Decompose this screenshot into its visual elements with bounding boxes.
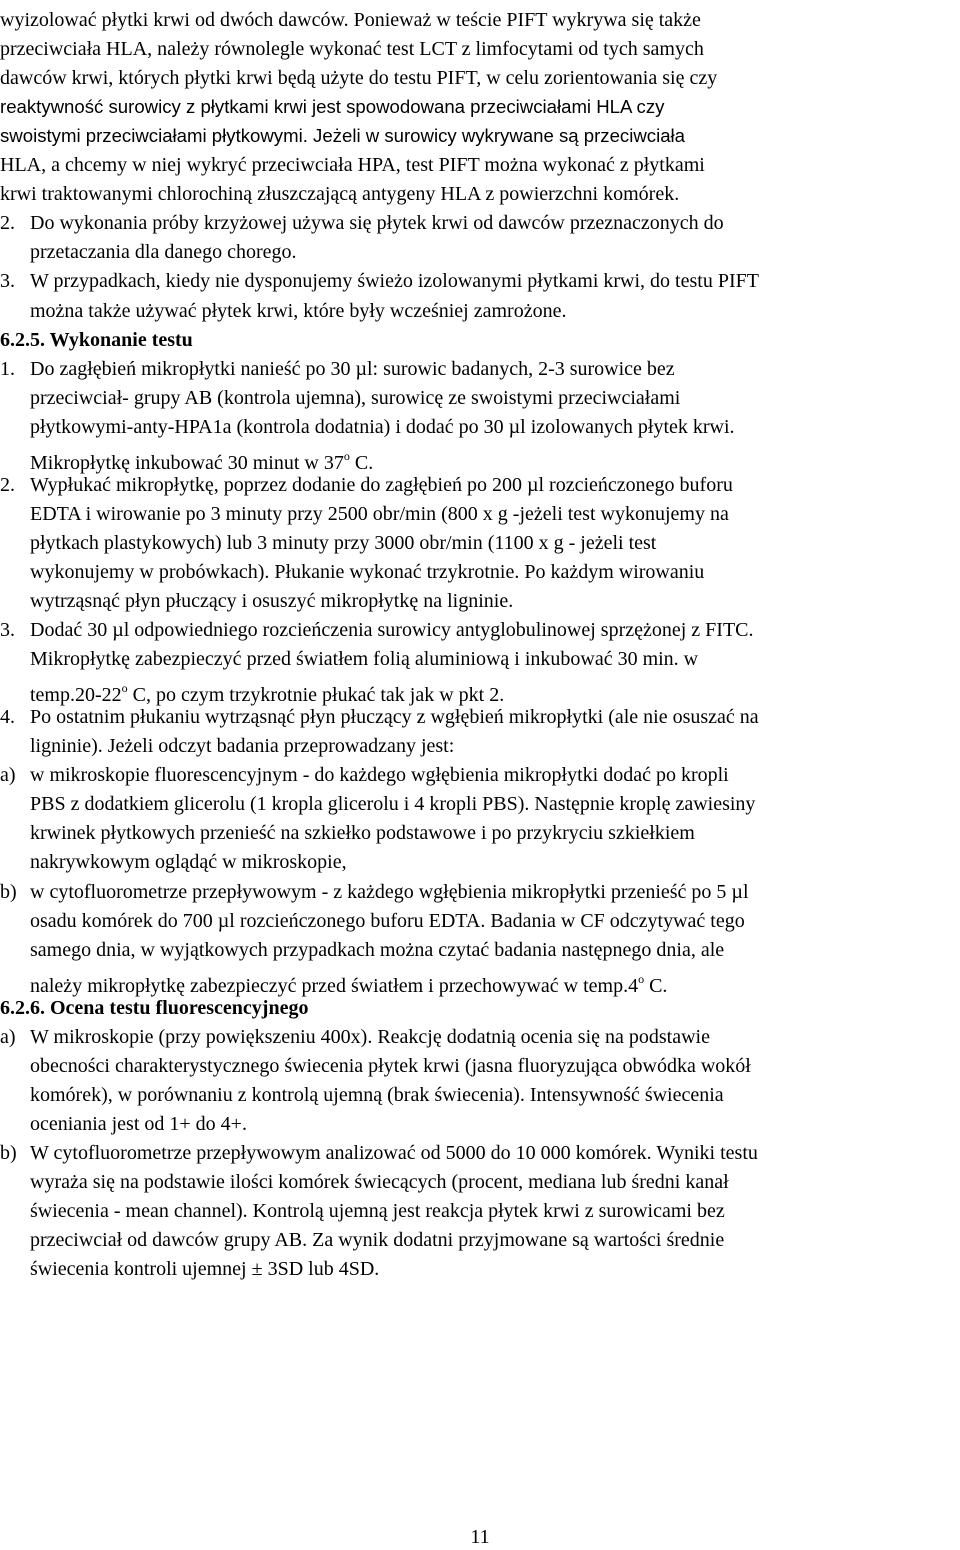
list-marker: 2.: [0, 212, 15, 235]
list-marker: 3.: [0, 270, 15, 293]
text-line: swoistymi przeciwciałami płytkowymi. Jeżeli w surowicy wykrywane są przeciwciała: [0, 125, 686, 147]
text-line: świecenia - mean channel). Kontrolą ujemną jest reakcja płytek krwi z surowicami bez: [30, 1200, 725, 1223]
text-line: wykonujemy w probówkach). Płukanie wykonać trzykrotnie. Po każdym wirowaniu: [30, 560, 705, 583]
text-line: PBS z dodatkiem glicerolu (1 kropla glicerolu i 4 kropli PBS). Następnie kroplę zawiesiny: [30, 793, 756, 816]
text-line: płytkowymi-anty-HPA1a (kontrola dodatnia) i dodać po 30 µl izolowanych płytek krwi.: [30, 415, 735, 438]
list-marker: b): [0, 1141, 17, 1164]
text-line: HLA, a chcemy w niej wykryć przeciwciała HPA, test PIFT można wykonać z płytkami: [0, 154, 705, 177]
text-line: Wypłukać mikropłytkę, poprzez dodanie do zagłębień po 200 µl rozcieńczonego buforu: [30, 473, 733, 496]
text-line: należy mikropłytkę zabezpieczyć przed światłem i przechowywać w temp.4$^o$ C.: [30, 971, 668, 997]
text-line: wyizolować płytki krwi od dwóch dawców. Ponieważ w teście PIFT wykrywa się także: [0, 9, 701, 31]
text-line: Do zagłębień mikropłytki nanieść po 30 µl: surowic badanych, 2-3 surowice bez: [30, 357, 675, 380]
text-line: płytkach plastykowych) lub 3 minuty przy 3000 obr/min (1100 x g - jeżeli test: [30, 531, 657, 554]
list-marker: 2.: [0, 473, 15, 496]
page-number: 11: [470, 1526, 490, 1548]
text-line: W przypadkach, kiedy nie dysponujemy świeżo izolowanymi płytkami krwi, do testu PIFT: [30, 270, 759, 293]
text-line: krwinek płytkowych przenieść na szkiełko podstawowe i po przykryciu szkiełkiem: [30, 822, 695, 845]
text-line: nakrywkowym oglądąć w mikroskopie,: [30, 851, 347, 874]
text-line: ligninie). Jeżeli odczyt badania przeprowadzany jest:: [30, 735, 455, 758]
text-line: przeciwciał- grupy AB (kontrola ujemna), surowicę ze swoistymi przeciwciałami: [30, 386, 681, 409]
text-line: Mikropłytkę inkubować 30 minut w 37$^o$ C.: [30, 448, 374, 474]
text-line: przetaczania dla danego chorego.: [30, 241, 297, 264]
text-line: dawców krwi, których płytki krwi będą użyte do testu PIFT, w celu zorientowania się czy: [0, 67, 718, 90]
text-line: Po ostatnim płukaniu wytrząsnąć płyn płuczący z wgłębień mikropłytki (ale nie osuszać na: [30, 706, 759, 729]
text-line: temp.20-22$^o$ C, po czym trzykrotnie płukać tak jak w pkt 2.: [30, 681, 505, 707]
list-marker: b): [0, 880, 17, 903]
list-marker: 3.: [0, 619, 15, 642]
text-line: samego dnia, w wyjątkowych przypadkach można czytać badania następnego dnia, ale: [30, 938, 725, 961]
text-line: Do wykonania próby krzyżowej używa się płytek krwi od dawców przeznaczonych do: [30, 212, 724, 235]
text-line: EDTA i wirowanie po 3 minuty przy 2500 obr/min (800 x g -jeżeli test wykonujemy na: [30, 502, 729, 525]
text-line: świecenia kontroli ujemnej ± 3SD lub 4SD.: [30, 1258, 380, 1281]
text-line: W cytofluorometrze przepływowym analizować od 5000 do 10 000 komórek. Wyniki testu: [30, 1141, 758, 1164]
text-line: obecności charakterystycznego świecenia płytek krwi (jasna fluoryzująca obwódka wokół: [30, 1054, 751, 1077]
list-marker: a): [0, 1025, 16, 1048]
list-marker: 4.: [0, 706, 15, 729]
text-line: wytrząsnąć płyn płuczący i osuszyć mikropłytkę na ligninie.: [30, 590, 514, 612]
text-line: oceniania jest od 1+ do 4+.: [30, 1112, 247, 1135]
text-line: w cytofluorometrze przepływowym - z każdego wgłębienia mikropłytki przenieść po 5 µl: [30, 880, 749, 903]
text-line: krwi traktowanymi chlorochiną złuszczającą antygeny HLA z powierzchni komórek.: [0, 183, 680, 206]
text-line: osadu komórek do 700 µl rozcieńczonego buforu EDTA. Badania w CF odczytywać tego: [30, 909, 745, 932]
text-line: przeciwciała HLA, należy równolegle wykonać test LCT z limfocytami od tych samych: [0, 38, 704, 61]
text-line: w mikroskopie fluorescencyjnym - do każdego wgłębienia mikropłytki dodać po kropli: [30, 764, 729, 787]
text-line: Mikropłytkę zabezpieczyć przed światłem folią aluminiową i inkubować 30 min. w: [30, 648, 699, 671]
list-marker: a): [0, 764, 16, 787]
section-heading: 6.2.5. Wykonanie testu: [0, 328, 193, 351]
text-line: W mikroskopie (przy powiększeniu 400x). Reakcję dodatnią ocenia się na podstawie: [30, 1025, 710, 1048]
text-line: komórek), w porównaniu z kontrolą ujemną (brak świecenia). Intensywność świecenia: [30, 1083, 724, 1106]
list-marker: 1.: [0, 357, 15, 380]
section-heading: 6.2.6. Ocena testu fluorescencyjnego: [0, 996, 309, 1019]
text-line: reaktywność surowicy z płytkami krwi jest spowodowana przeciwciałami HLA czy: [0, 96, 665, 118]
text-line: wyraża się na podstawie ilości komórek świecących (procent, mediana lub średni kanał: [30, 1171, 729, 1193]
text-line: można także używać płytek krwi, które były wcześniej zamrożone.: [30, 299, 567, 322]
text-line: Dodać 30 µl odpowiedniego rozcieńczenia surowicy antyglobulinowej sprzężonej z FITC.: [30, 619, 754, 642]
text-line: przeciwciał od dawców grupy AB. Za wynik dodatni przyjmowane są wartości średnie: [30, 1229, 725, 1252]
